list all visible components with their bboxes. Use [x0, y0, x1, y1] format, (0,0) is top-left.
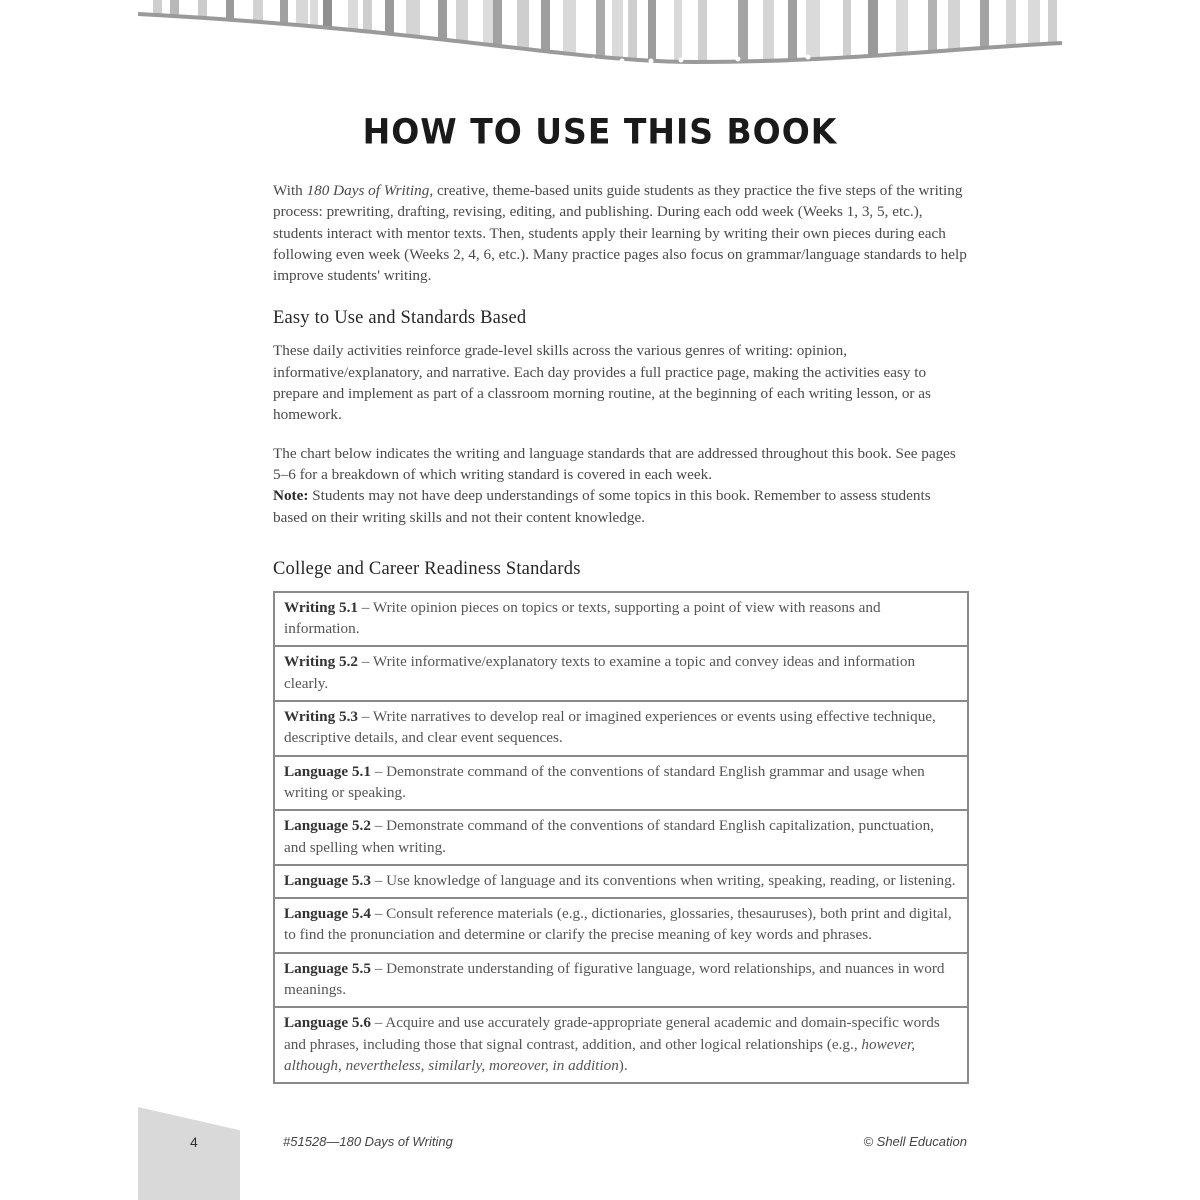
table-row — [274, 953, 968, 1008]
standard-code: Language 5.1 — [284, 762, 371, 780]
note-text: Students may not have deep understandings of some topics in this book. Remember to assess students based on their writing skills and not their content knowledge. — [273, 487, 931, 526]
standards-table — [273, 591, 969, 1084]
table-row — [274, 592, 968, 647]
section-heading-easy-to-use: Easy to Use and Standards Based — [273, 308, 527, 329]
page-title: HOW TO USE THIS BOOK — [362, 111, 838, 152]
standard-cell — [274, 810, 968, 865]
standard-cell — [274, 756, 968, 811]
note-label: Note: — [273, 487, 309, 505]
standard-text: – Write informative/explanatory texts to examine a topic and convey ideas and information clearly. — [284, 653, 916, 692]
intro-paragraph — [273, 180, 967, 286]
copyright: © Shell Education — [863, 1134, 967, 1149]
standard-cell — [274, 1007, 968, 1083]
standard-code: Writing 5.1 — [284, 598, 358, 616]
standard-cell — [274, 701, 968, 756]
standard-text: – Write opinion pieces on topics or texts, supporting a point of view with reasons and information. — [284, 598, 881, 638]
table-row — [274, 646, 968, 701]
standard-code: Writing 5.2 — [284, 653, 358, 671]
intro-text: , creative, theme-based units guide students as they practice the five steps of the writing process: prewriting, drafting, revising, editing, and publishing. During each odd week (Weeks 1, 3, 5, etc.), students interact with mentor texts. Then, students apply their learning by writing their own pieces during each following even week (Weeks 2, 4, 6, etc.). Many practice pages also focus on grammar/language standards to help improve students' writing. — [273, 182, 967, 285]
standard-text: – Use knowledge of language and its conventions when writing, speaking, reading, or listening. — [370, 871, 956, 889]
standard-cell — [274, 898, 968, 953]
standard-code: Writing 5.3 — [284, 708, 358, 726]
standard-suffix: ). — [618, 1056, 628, 1074]
chart-description-paragraph — [273, 443, 967, 528]
standard-text: – Consult reference materials (e.g., dictionaries, glossaries, thesauruses), both print and digital, to find the pronunciation and determine or clarify the precise meaning of key words and phrases. — [284, 905, 952, 944]
table-row — [274, 1007, 968, 1083]
page-content — [273, 180, 967, 1084]
intro-prefix: With — [273, 182, 307, 199]
table-row — [274, 810, 968, 865]
page-number: 4 — [190, 1134, 198, 1150]
standard-cell — [274, 592, 968, 647]
standard-code: Language 5.3 — [284, 871, 371, 889]
standard-examples: however, although, nevertheless, similarly, moreover, in addition — [284, 1035, 915, 1074]
table-row — [274, 865, 968, 898]
standard-text: – Acquire and use accurately grade-appropriate general academic and domain-specific words and phrases, including those that signal contrast, addition, and other logical relationships (e.g., — [284, 1014, 940, 1053]
standard-code: Language 5.4 — [284, 905, 371, 923]
decorative-stripe-banner — [138, 0, 1062, 70]
table-row — [274, 898, 968, 953]
book-title: 180 Days of Writing — [306, 182, 430, 199]
standard-code: Language 5.5 — [284, 959, 371, 977]
standard-code: Language 5.2 — [284, 817, 371, 835]
standard-cell — [274, 646, 968, 701]
standard-cell — [274, 865, 968, 898]
standard-text: – Demonstrate understanding of figurative language, word relationships, and nuances in word meanings. — [284, 959, 945, 999]
book-reference: #51528—180 Days of Writing — [283, 1134, 453, 1149]
standard-text: – Demonstrate command of the conventions of standard English grammar and usage when writing or speaking. — [284, 762, 925, 801]
standard-cell — [274, 953, 968, 1008]
page-number-tab — [138, 1107, 240, 1200]
chart-description-text: The chart below indicates the writing and language standards that are addressed throughout this book. See pages 5–6 for a breakdown of which writing standard is covered in each week. — [273, 444, 956, 483]
standard-code: Language 5.6 — [284, 1014, 371, 1032]
section-heading-standards: College and Career Readiness Standards — [273, 558, 581, 579]
daily-activities-paragraph: These daily activities reinforce grade-level skills across the various genres of writing: opinion, informative/explanatory, and narrative. Each day provides a full practice page, making the activities easy to prepare and implement as part of a classroom morning routine, at the beginning of each writing lesson, or as homework. — [273, 342, 931, 424]
standard-text: – Demonstrate command of the conventions of standard English capitalization, punctuation, and spelling when writing. — [284, 817, 934, 856]
table-row — [274, 756, 968, 811]
standard-text: – Write narratives to develop real or imagined experiences or events using effective technique, descriptive details, and clear event sequences. — [284, 708, 936, 747]
table-row — [274, 701, 968, 756]
